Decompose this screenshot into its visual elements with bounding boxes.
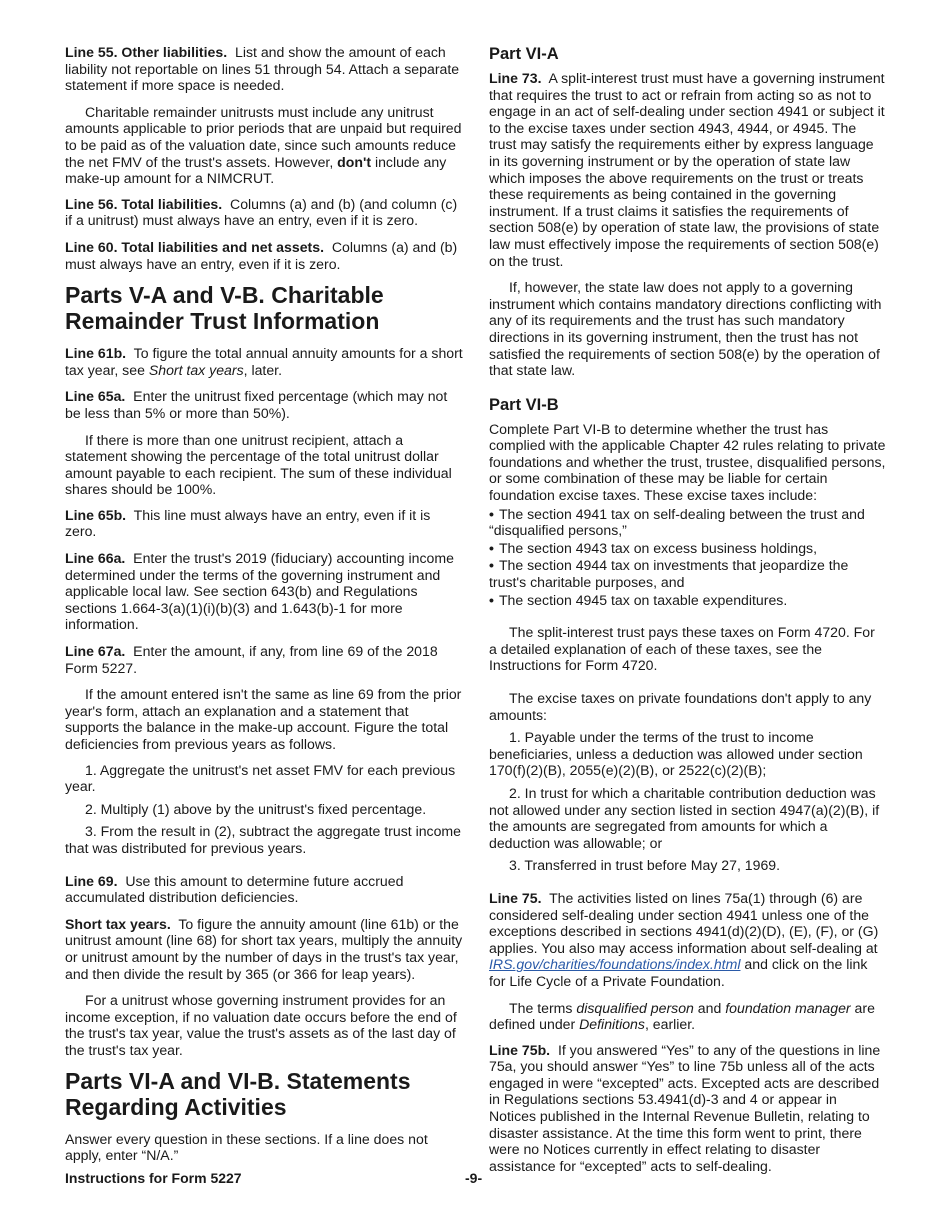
excise-exception-2: 2. In trust for which a charitable contribution deduction was not allowed under any section listed in section 4947(a)(2)(B), if the amounts are segregated from amounts for which a deduction was allowable; or xyxy=(489,784,880,851)
right-column xyxy=(489,44,886,1184)
line-75-terms-paragraph: The terms disqualified person and foundation manager are defined under Definitions, earlier. xyxy=(489,999,875,1033)
bullet-icon: • xyxy=(489,539,494,556)
line-65a-recipient-paragraph: If there is more than one unitrust recipient, attach a statement showing the percentage of the total unitrust dollar amount payable to each recipient. The sum of these individual shares should be 100%. xyxy=(65,431,452,498)
excise-exceptions-intro: The excise taxes on private foundations don't apply to any amounts: xyxy=(489,690,872,723)
page-number: -9- xyxy=(465,1170,483,1186)
bullet-icon: • xyxy=(489,505,494,522)
line-67a-step-2: 2. Multiply (1) above by the unitrust's fixed percentage. xyxy=(85,800,427,817)
line-73-paragraph: Line 73. A split-interest trust must have a governing instrument that requires the trust to act or refrain from acting so as not to engage in an act of self-dealing under section 4941 or subject it to the excise taxes under section 4943, 4944, or 4945. The trust may satisfy the requirements either by express language in its governing instrument or by the operation of state law which imposes the above requirements on the trust or treats these requirements as being contained in the governing instrument. If a trust claims it satisfies the requirements of section 508(e) by operation of state law, the provisions of state law must effectively impose the requirements of section 508(e) on the trust. xyxy=(489,70,885,269)
left-column xyxy=(65,44,464,1174)
footer-document-title: Instructions for Form 5227 xyxy=(65,1170,242,1186)
bullet-icon: • xyxy=(489,591,494,608)
line-67a-step-3: 3. From the result in (2), subtract the aggregate trust income that was distributed for previous years. xyxy=(65,823,462,856)
line-65b-paragraph: Line 65b. This line must always have an entry, even if it is zero. xyxy=(65,506,431,540)
part-vi-b-intro: Complete Part VI-B to determine whether the trust has complied with the applicable Chapter 42 rules relating to private foundations and whether the trust, trustee, disqualified persons, or some combination of these may be liable for certain foundation excise taxes. These excise taxes include: xyxy=(489,420,886,504)
parts-vi-intro: Answer every question in these sections. If a line does not apply, enter “N/A.” xyxy=(65,1130,428,1164)
excise-tax-bullet: • The section 4941 tax on self-dealing between the trust and “disqualified persons,” xyxy=(489,505,865,539)
bullet-icon: • xyxy=(489,557,494,574)
excise-tax-bullet: • The section 4944 tax on investments that jeopardize the trust's charitable purposes, and xyxy=(489,557,849,591)
page-footer xyxy=(65,1170,886,1186)
line-56-paragraph: Line 56. Total liabilities. Columns (a) and (b) (and column (c) if a unitrust) must always have an entry, even if it is zero. xyxy=(65,195,458,229)
short-tax-years-paragraph: Short tax years. To figure the annuity amount (line 61b) or the unitrust amount (line 68) for short tax years, multiply the annuity or unitrust amount by the number of days in the trust's tax year, and then divide the result by 365 (or 366 for leap years). xyxy=(65,915,463,982)
line-66a-paragraph: Line 66a. Enter the trust's 2019 (fiduciary) accounting income determined under the terms of the governing instrument and applicable local law. See section 643(b) and Regulations sections 1.664-3(a)(1)(i)(b)(3) and 1.643(b)-1 for more information. xyxy=(65,550,454,633)
excise-exception-3: 3. Transferred in trust before May 27, 1969. xyxy=(509,857,781,874)
excise-tax-bullet: • The section 4945 tax on taxable expenditures. xyxy=(489,591,788,608)
part-vi-a-heading: Part VI-A xyxy=(489,45,559,63)
line-69-paragraph: Line 69. Use this amount to determine future accrued accumulated distribution deficiencies. xyxy=(65,872,404,906)
line-67a-step-1: 1. Aggregate the unitrust's net asset FMV for each previous year. xyxy=(65,761,456,795)
irs-foundations-link[interactable]: IRS.gov/charities/foundations/index.html xyxy=(489,956,741,973)
short-tax-years-unitrust-paragraph: For a unitrust whose governing instrument provides for an income exception, if no valuation date occurs before the end of the trust's tax year, value the trust's assets as of the last day of the trust's tax year. xyxy=(65,992,457,1058)
form-4720-paragraph: The split-interest trust pays these taxes on Form 4720. For a detailed explanation of each of these taxes, see the Instructions for Form 4720. xyxy=(489,624,875,674)
line-55-unitrust-paragraph: Charitable remainder unitrusts must include any unitrust amounts applicable to prior periods that are unpaid but required to be paid as of the valuation date, since such amounts reduce the net FMV of the trust's assets. However, don't include any make-up amount for a NIMCRUT. xyxy=(65,103,462,187)
parts-v-heading: Parts V-A and V-B. Charitable Remainder Trust Information xyxy=(65,282,384,335)
excise-tax-bullet: • The section 4943 tax on excess business holdings, xyxy=(489,539,818,556)
line-55-heading: Line 55. Other liabilities. xyxy=(65,44,228,60)
line-75b-paragraph: Line 75b. If you answered “Yes” to any of the questions in line 75a, you should answer “Yes” to line 75b unless all of the acts engaged in were “excepted” acts. Excepted acts are described in Regulations sections 53.4941(d)-3 and 4 or appear in Notices published in the Internal Revenue Bulletin, relating to disaster assistance. At the time this form went to print, there were no Notices currently in effect relating to disaster assistance for “excepted” acts to self-dealing. xyxy=(489,1041,881,1174)
line-67a-paragraph: Line 67a. Enter the amount, if any, from line 69 of the 2018 Form 5227. xyxy=(65,643,438,676)
line-60-paragraph: Line 60. Total liabilities and net assets. Columns (a) and (b) must always have an entry, even if it is zero. xyxy=(65,238,458,272)
excise-exception-1: 1. Payable under the terms of the trust to income beneficiaries, unless a deduction was allowed under section 170(f)(2)(B), 2055(e)(2)(B), or 2522(c)(2)(B); xyxy=(489,729,863,779)
line-61b-paragraph: Line 61b. To figure the total annual annuity amounts for a short tax year, see Short tax years, later. xyxy=(65,345,463,378)
line-75-paragraph: Line 75. The activities listed on lines 75a(1) through (6) are considered self-dealing under section 4941 unless one of the exceptions described in sections 4941(d)(2)(D), (E), (F), or (G) applies. You also may access information about self-dealing at IRS.gov/charities/foundations/index.html and click on the link for Life Cycle of a Private Foundation. xyxy=(489,889,879,989)
line-65a-paragraph: Line 65a. Enter the unitrust fixed percentage (which may not be less than 5% or more than 50%). xyxy=(65,388,448,421)
line-55-paragraph: Line 55. Other liabilities. List and show the amount of each liability not reportable on lines 51 through 54. Attach a separate statement if more space is needed. xyxy=(65,44,460,94)
part-vi-b-heading: Part VI-B xyxy=(489,395,559,414)
line-73-state-law-paragraph: If, however, the state law does not apply to a governing instrument which contains mandatory directions conflicting with any of its requirements and the trust has such mandatory directions in its governing instrument, then the trust has not satisfied the requirements of section 508(e) by the operation of that state law. xyxy=(489,279,882,379)
parts-vi-heading: Parts VI-A and VI-B. Statements Regarding Activities xyxy=(65,1067,411,1120)
line-67a-explanation-paragraph: If the amount entered isn't the same as line 69 from the prior year's form, attach an explanation and a statement that supports the balance in the make-up account. Figure the total deficiencies from previous years as follows. xyxy=(65,686,462,752)
